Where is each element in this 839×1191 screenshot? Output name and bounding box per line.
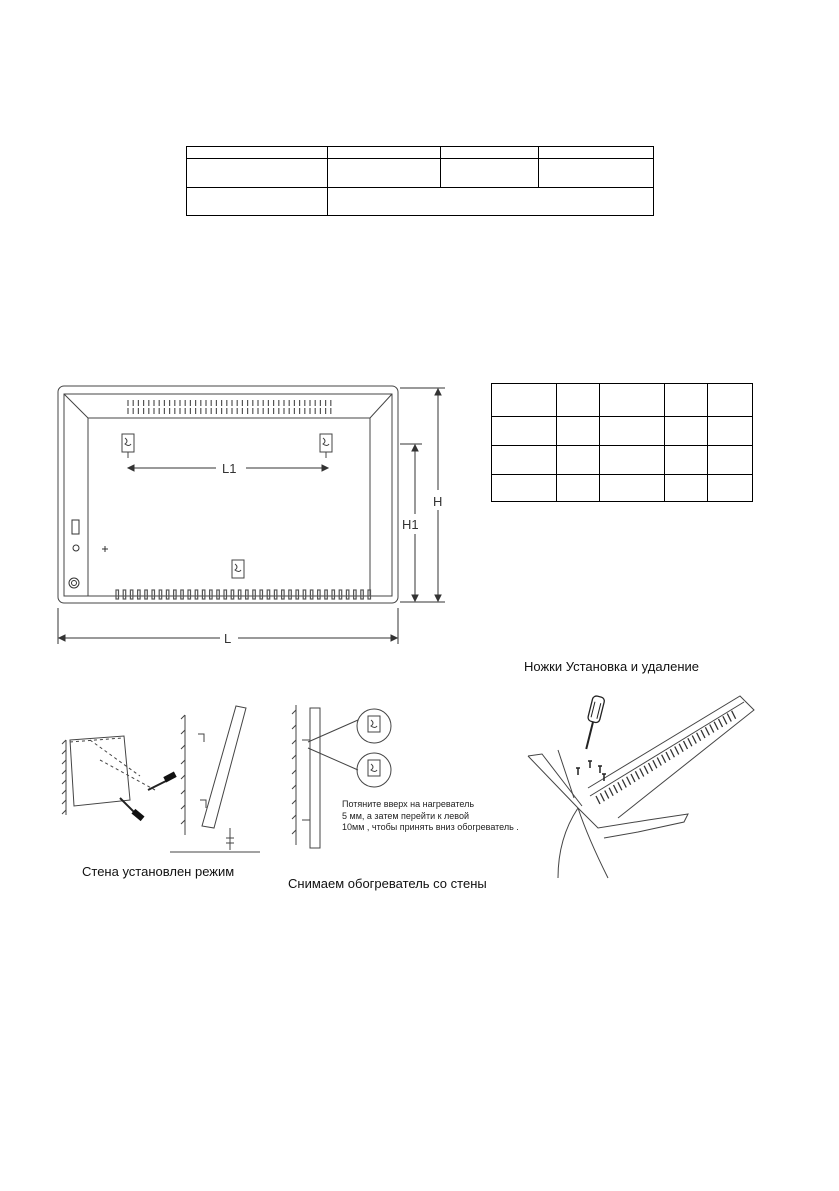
vent-slot <box>325 590 328 599</box>
vent-slot <box>675 747 679 755</box>
vent-slot <box>267 590 270 599</box>
dim-label-h: H <box>433 494 443 509</box>
spec-cell <box>187 188 328 216</box>
legs-title: Ножки Установка и удаление <box>524 659 700 674</box>
vent-slot <box>166 590 169 599</box>
vent-slot <box>145 590 148 599</box>
vent-slot <box>282 590 285 599</box>
vent-slot <box>210 590 213 599</box>
vent-slot <box>605 791 609 799</box>
vent-slot <box>701 730 705 738</box>
dim-cell <box>665 384 708 417</box>
vent-slot <box>260 590 263 599</box>
vent-slot <box>609 788 613 796</box>
vent-slot <box>627 777 631 785</box>
dim-cell <box>492 446 557 475</box>
dim-cell <box>492 417 557 446</box>
remove-note-line: 5 мм, а затем перейти к левой <box>342 810 470 821</box>
vent-slot <box>670 749 674 757</box>
magnifier-callout-icon <box>357 709 391 787</box>
vent-slot <box>723 716 727 724</box>
vent-slot <box>640 769 644 777</box>
vent-slot <box>705 727 709 735</box>
vent-slot <box>188 590 191 599</box>
spec-cell <box>539 159 654 188</box>
dim-cell <box>708 446 753 475</box>
vent-slot <box>231 590 234 599</box>
spec-cell <box>441 159 539 188</box>
remove-note-line: 10мм , чтобы принять вниз обогреватель . <box>342 822 519 832</box>
vent-slot <box>318 590 321 599</box>
wall-bracket-icon <box>122 434 332 578</box>
wall-mount-caption: Стена установлен режим <box>82 864 235 879</box>
screw-icon <box>576 761 606 781</box>
vent-slot <box>217 590 220 599</box>
vent-slot <box>684 741 688 749</box>
vent-slot <box>296 590 299 599</box>
spec-cell <box>441 147 539 159</box>
spec-cell <box>328 188 654 216</box>
vent-slot <box>354 590 357 599</box>
vent-slot <box>238 590 241 599</box>
vent-slot <box>688 738 692 746</box>
vent-slot <box>666 752 670 760</box>
dim-cell <box>665 417 708 446</box>
dim-cell <box>557 446 600 475</box>
vent-slot <box>631 774 635 782</box>
vent-slot <box>596 796 600 804</box>
vent-slot <box>116 590 119 599</box>
spec-cell <box>187 147 328 159</box>
vent-slot <box>710 725 714 733</box>
vent-slot <box>635 771 639 779</box>
dim-cell <box>492 475 557 502</box>
remove-note <box>342 799 519 834</box>
vent-slot <box>289 590 292 599</box>
vent-slot <box>618 782 622 790</box>
vent-slot <box>332 590 335 599</box>
vent-slot <box>649 763 653 771</box>
vent-slot <box>692 736 696 744</box>
vent-slot <box>253 590 256 599</box>
vent-slot <box>246 590 249 599</box>
vent-slot <box>614 785 618 793</box>
dim-cell <box>557 475 600 502</box>
wall-remove-caption: Снимаем обогреватель со стены <box>288 876 487 891</box>
dim-cell <box>600 446 665 475</box>
dim-label-l1: L1 <box>222 461 237 476</box>
vent-slot <box>181 590 184 599</box>
dim-label-h1: H1 <box>402 517 419 532</box>
dim-cell <box>600 475 665 502</box>
vent-slot <box>719 719 723 727</box>
vent-slot <box>600 793 604 801</box>
dim-cell <box>600 384 665 417</box>
vent-slot <box>653 760 657 768</box>
spec-cell <box>539 147 654 159</box>
remove-note-line: Потяните вверх на нагреватель <box>342 799 475 809</box>
vent-slot <box>732 711 736 719</box>
dim-cell <box>600 417 665 446</box>
dim-cell <box>708 475 753 502</box>
dim-cell <box>708 384 753 417</box>
heater-back-diagram <box>50 378 470 650</box>
dim-cell <box>665 475 708 502</box>
vent-slot <box>346 590 349 599</box>
vent-slot <box>202 590 205 599</box>
dim-cell <box>557 417 600 446</box>
dim-cell <box>665 446 708 475</box>
spec-cell <box>328 147 441 159</box>
vent-slot <box>339 590 342 599</box>
vent-slot <box>727 714 731 722</box>
spec-cell <box>328 159 441 188</box>
vent-slot <box>714 722 718 730</box>
vent-slot <box>679 744 683 752</box>
vent-slot <box>195 590 198 599</box>
vent-slot <box>368 590 371 599</box>
dim-cell <box>492 384 557 417</box>
vent-slot <box>644 766 648 774</box>
vent-slot <box>361 590 364 599</box>
dimension-table <box>491 383 753 502</box>
vent-slot <box>662 755 666 763</box>
spec-cell <box>187 159 328 188</box>
vent-slot <box>657 758 661 766</box>
vent-slot <box>224 590 227 599</box>
dim-label-l: L <box>224 631 232 646</box>
vent-slot <box>174 590 177 599</box>
legs-illustration <box>518 688 778 880</box>
dim-cell <box>708 417 753 446</box>
vent-slot <box>138 590 141 599</box>
spec-table <box>186 146 654 216</box>
vent-slot <box>303 590 306 599</box>
vent-slot <box>310 590 313 599</box>
wall-mount-illustration <box>60 700 260 865</box>
vent-slot <box>274 590 277 599</box>
vent-slot <box>152 590 155 599</box>
vent-slot <box>622 780 626 788</box>
dim-cell <box>557 384 600 417</box>
vent-slot <box>697 733 701 741</box>
vent-slot <box>130 590 133 599</box>
vent-slot <box>159 590 162 599</box>
screwdriver-icon <box>580 695 605 750</box>
vent-slot <box>123 590 126 599</box>
